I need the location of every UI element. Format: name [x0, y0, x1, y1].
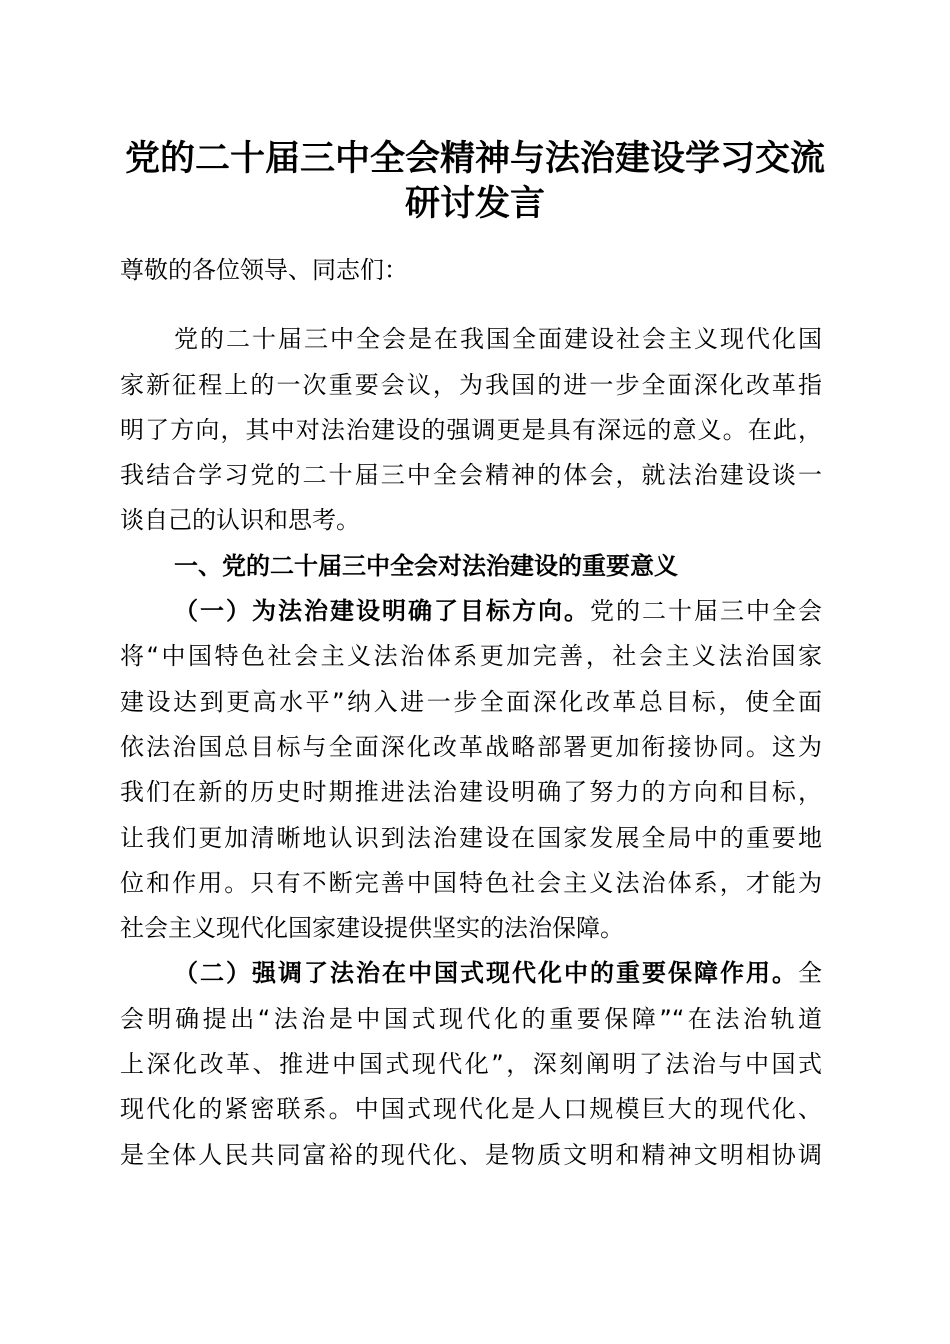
text-line: 上深化改革、推进中国式现代化”，深刻阐明了法治与中国式 [120, 1050, 822, 1079]
text-line: 谈自己的认识和思考。 [120, 506, 360, 535]
greeting: 尊敬的各位领导、同志们： [120, 256, 408, 284]
text-line: 党的二十届三中全会是在我国全面建设社会主义现代化国 [174, 325, 822, 354]
subsection-1-lead: （一）为法治建设明确了目标方向。 [174, 597, 590, 626]
text-line: 建设达到更高水平”纳入进一步全面深化改革总目标，使全面 [120, 687, 822, 716]
text-line [120, 589, 822, 634]
text-line: 社会主义现代化国家建设提供坚实的法治保障。 [120, 914, 624, 943]
document-title [0, 136, 950, 226]
text-line [120, 951, 822, 996]
subsection-1-paragraph [120, 589, 822, 951]
subsection-2-paragraph [120, 951, 822, 1177]
text-line: 明了方向，其中对法治建设的强调更是具有深远的意义。在此， [120, 415, 822, 444]
intro-paragraph [120, 317, 822, 543]
title-line-2: 研讨发言 [404, 183, 545, 224]
text-line: 依法治国总目标与全面深化改革战略部署更加衔接协同。这为 [120, 732, 822, 761]
text-line: 家新征程上的一次重要会议，为我国的进一步全面深化改革指 [120, 370, 822, 399]
text-line: 我们在新的历史时期推进法治建设明确了努力的方向和目标， [120, 778, 822, 807]
text-line: 让我们更加清晰地认识到法治建设在国家发展全局中的重要地 [120, 823, 822, 852]
text-line: 会明确提出“法治是中国式现代化的重要保障”“在法治轨道 [120, 1004, 822, 1033]
text-span: 全 [798, 959, 822, 988]
title-line-1: 党的二十届三中全会精神与法治建设学习交流 [124, 138, 825, 179]
text-line: 将“中国特色社会主义法治体系更加完善，社会主义法治国家 [120, 642, 822, 671]
document-body [120, 248, 822, 1178]
text-line: 位和作用。只有不断完善中国特色社会主义法治体系，才能为 [120, 868, 822, 897]
text-span: 党的二十届三中全会 [590, 597, 822, 626]
section-heading-1: 一、党的二十届三中全会对法治建设的重要意义 [174, 551, 678, 580]
text-line: 是全体人民共同富裕的现代化、是物质文明和精神文明相协调 [120, 1140, 822, 1169]
subsection-2-lead: （二）强调了法治在中国式现代化中的重要保障作用。 [174, 959, 798, 988]
text-line: 我结合学习党的二十届三中全会精神的体会，就法治建设谈一 [120, 461, 822, 490]
text-line: 现代化的紧密联系。中国式现代化是人口规模巨大的现代化、 [120, 1095, 822, 1124]
